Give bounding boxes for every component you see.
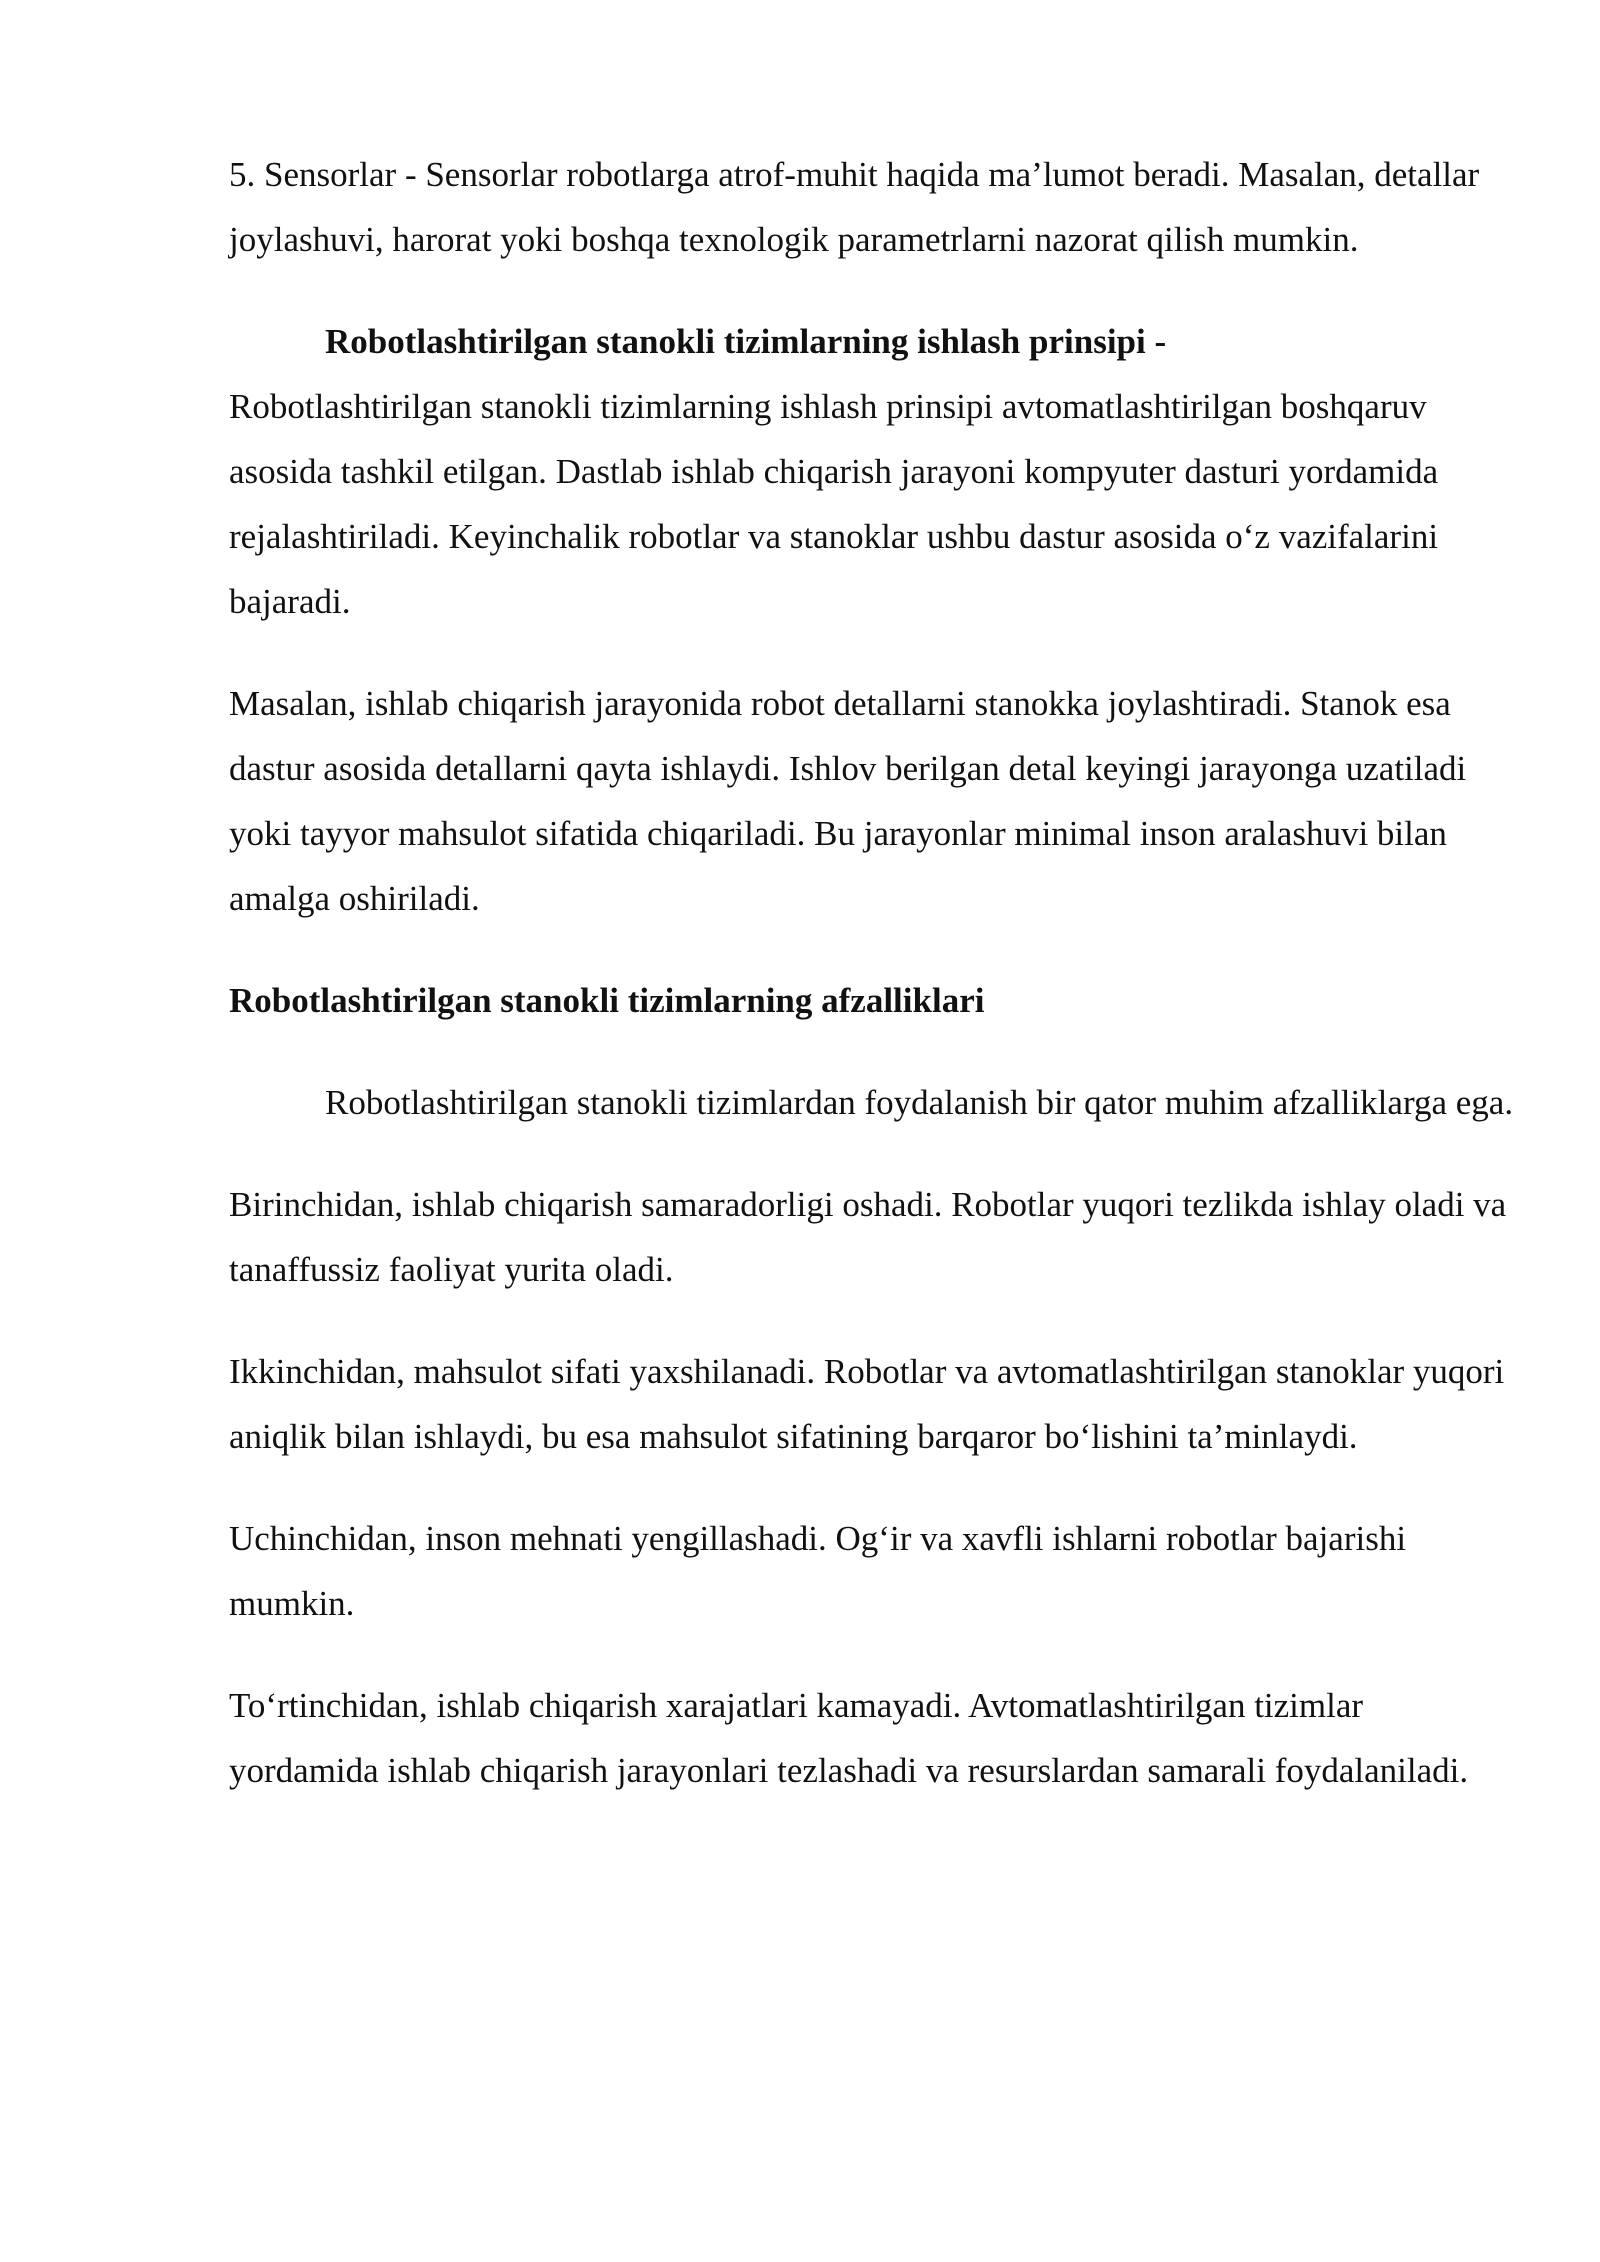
paragraph-second: Ikkinchidan, mahsulot sifati yaxshilanadi. Robotlar va avtomatlashtirilgan stanoklar yuqori aniqlik bilan ishlaydi, bu esa mahsulot sifatining barqaror bo‘lishini ta’minlaydi. bbox=[229, 1352, 1505, 1456]
paragraph-principle bbox=[229, 309, 1519, 634]
paragraph-fourth: To‘rtinchidan, ishlab chiqarish xarajatlari kamayadi. Avtomatlashtirilgan tizimlar yordamida ishlab chiqarish jarayonlari tezlashadi va resurslardan samarali foydalaniladi. bbox=[229, 1686, 1469, 1790]
paragraph-third: Uchinchidan, inson mehnati yengillashadi. Og‘ir va xavfli ishlarni robotlar bajarishi mumkin. bbox=[229, 1519, 1407, 1623]
document-body bbox=[229, 142, 1519, 1840]
paragraph-advantages-intro: Robotlashtirilgan stanokli tizimlardan foydalanish bir qator muhim afzalliklarga ega. bbox=[325, 1083, 1514, 1122]
principle-heading: Robotlashtirilgan stanokli tizimlarning ishlash prinsipi - bbox=[325, 322, 1167, 361]
paragraph-example: Masalan, ishlab chiqarish jarayonida robot detallarni stanokka joylashtiradi. Stanok esa dastur asosida detallarni qayta ishlaydi. Ishlov berilgan detal keyingi jarayonga uzatiladi yoki tayyor mahsulot sifatida chiqariladi. Bu jarayonlar minimal inson aralashuvi bilan amalga oshiriladi. bbox=[229, 684, 1467, 918]
principle-text: Robotlashtirilgan stanokli tizimlarning ishlash prinsipi avtomatlashtirilgan boshqaruv asosida tashkil etilgan. Dastlab ishlab chiqarish jarayoni kompyuter dasturi yordamida rejalashtiriladi. Keyinchalik robotlar va stanoklar ushbu dastur asosida o‘z vazifalarini bajaradi. bbox=[229, 387, 1439, 621]
paragraph-sensors: 5. Sensorlar - Sensorlar robotlarga atrof-muhit haqida ma’lumot beradi. Masalan, detallar joylashuvi, harorat yoki boshqa texnologik parametrlarni nazorat qilish mumkin. bbox=[229, 155, 1480, 259]
advantages-heading: Robotlashtirilgan stanokli tizimlarning afzalliklari bbox=[229, 981, 985, 1020]
paragraph-first: Birinchidan, ishlab chiqarish samaradorligi oshadi. Robotlar yuqori tezlikda ishlay oladi va tanaffussiz faoliyat yurita oladi. bbox=[229, 1185, 1507, 1289]
